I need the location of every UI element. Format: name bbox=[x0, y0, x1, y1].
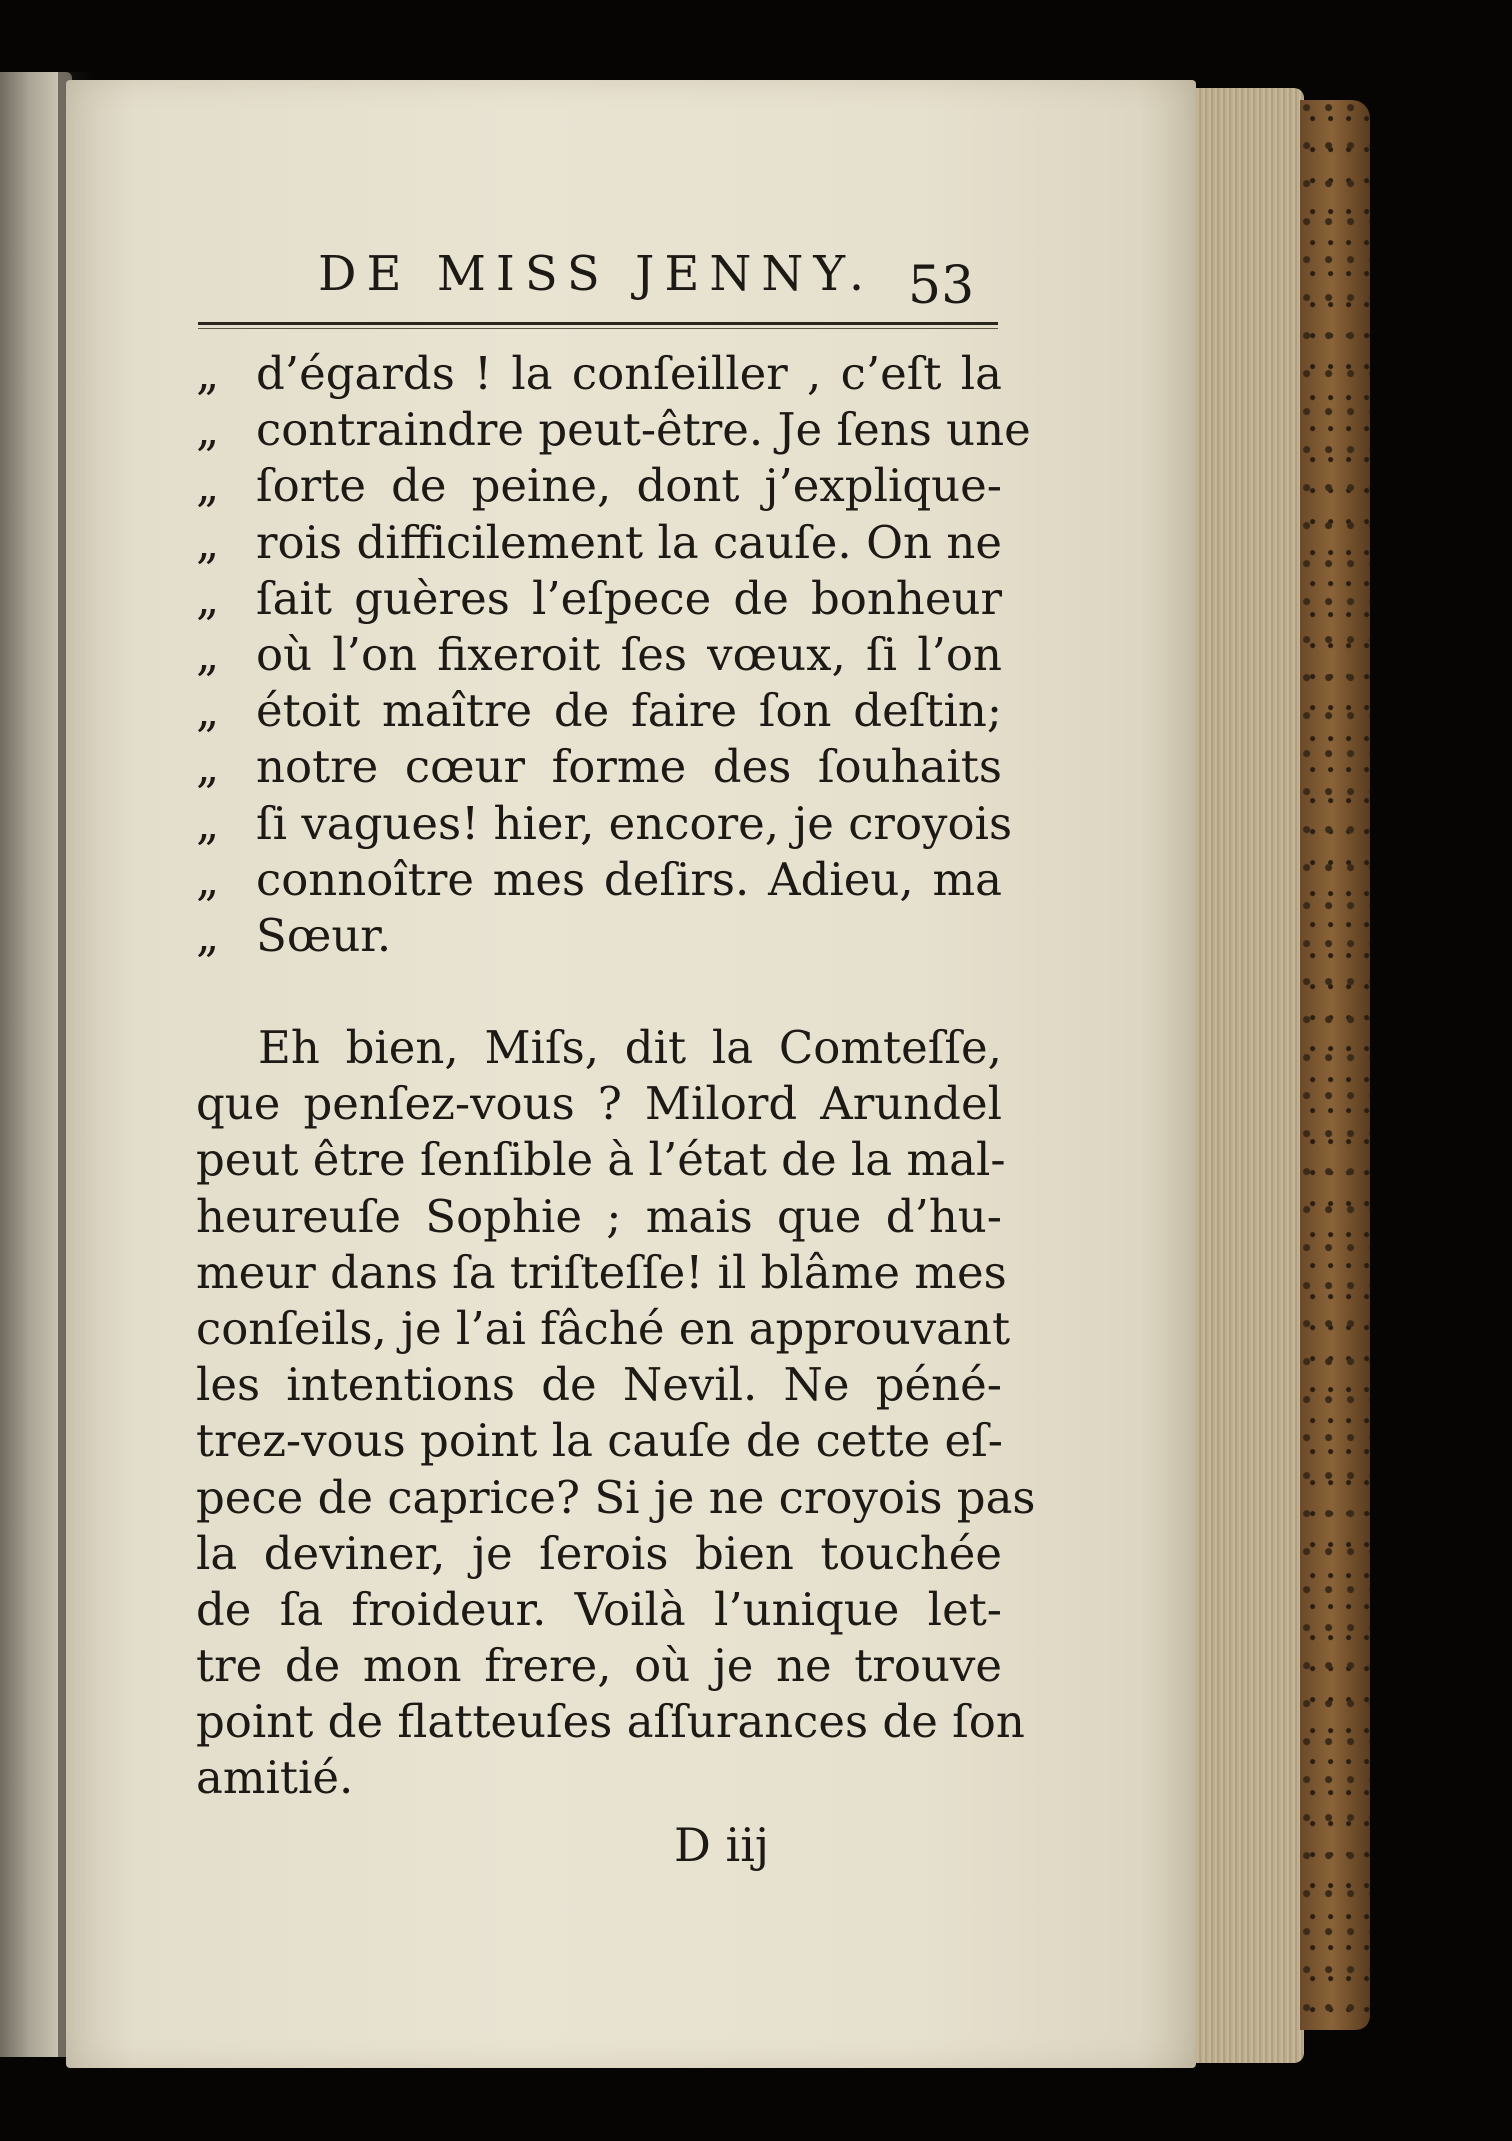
paragraph-line-text: meur dans ſa triſteſſe! il blâme mes bbox=[196, 1245, 1007, 1299]
quote-mark: „ bbox=[196, 796, 220, 850]
quote-line-text: Sœur. bbox=[256, 908, 392, 962]
quote-line bbox=[196, 627, 1016, 683]
paragraph-line bbox=[196, 1526, 1016, 1582]
quote-line-text: ſorte de peine, dont j’explique- bbox=[256, 459, 1002, 513]
running-head-title: DE MISS JENNY. bbox=[318, 246, 875, 302]
paragraph-line-text: les intentions de Nevil. Ne péné- bbox=[196, 1358, 1002, 1412]
paragraph-line bbox=[196, 1245, 1016, 1301]
paragraph-line bbox=[196, 1132, 1016, 1188]
paragraph-line-text: Eh bien, Miſs, dit la Comteſſe, bbox=[258, 1021, 1002, 1074]
paragraph-line-text: amitié. bbox=[196, 1751, 354, 1805]
paragraph-line-text: que penſez-vous ? Milord Arundel bbox=[196, 1077, 1002, 1131]
quote-line bbox=[196, 908, 1016, 964]
quote-mark: „ bbox=[196, 684, 220, 738]
quote-line-text: étoit maître de faire ſon deſtin; bbox=[256, 684, 1002, 738]
paragraph-line bbox=[196, 1638, 1016, 1694]
quote-mark: „ bbox=[196, 403, 220, 457]
paragraph-line bbox=[196, 1582, 1016, 1638]
quote-mark: „ bbox=[196, 908, 220, 962]
paragraph-line-text: tre de mon frere, où je ne trouve bbox=[196, 1639, 1002, 1693]
paragraph-line-text: de ſa froideur. Voilà l’unique let- bbox=[196, 1582, 1002, 1636]
quote-line-text: ſait guères l’eſpece de bonheur bbox=[256, 571, 1002, 625]
paragraph-line-text: conſeils, je l’ai fâché en approuvant bbox=[196, 1301, 1011, 1355]
paragraph-line bbox=[196, 1470, 1036, 1526]
quote-mark: „ bbox=[196, 459, 220, 513]
paragraph-line bbox=[196, 1301, 1016, 1357]
quote-mark: „ bbox=[196, 571, 220, 625]
paragraph-line bbox=[196, 1357, 1016, 1413]
paragraph-line-text: heureuſe Sophie ; mais que d’hu- bbox=[196, 1189, 1002, 1243]
quote-line bbox=[196, 571, 1016, 627]
quote-mark: „ bbox=[196, 515, 220, 569]
quote-line-text: connoître mes deſirs. Adieu, ma bbox=[256, 852, 1002, 906]
paragraph-line-text: pece de caprice? Si je ne croyois pas bbox=[196, 1470, 1036, 1524]
quote-line-text: où l’on fixeroit ſes vœux, ſi l’on bbox=[256, 627, 1002, 681]
quote-line bbox=[196, 852, 1016, 908]
quoted-letter bbox=[196, 346, 1031, 964]
quote-line bbox=[196, 458, 1016, 514]
quote-mark: „ bbox=[196, 347, 220, 400]
quote-line-text: contraindre peut-être. Je ſens une bbox=[256, 403, 1031, 457]
quote-line bbox=[196, 739, 1016, 795]
quote-line bbox=[196, 346, 1016, 402]
page-number: 53 bbox=[908, 256, 975, 316]
signature-mark: D iij bbox=[674, 1818, 770, 1872]
quote-line-text: rois difficilement la cauſe. On ne bbox=[256, 515, 1002, 569]
paragraph-line-text: trez-vous point la cauſe de cette eſ- bbox=[196, 1414, 1003, 1468]
paragraph-line bbox=[196, 1189, 1016, 1245]
quote-line-text: notre cœur forme des ſouhaits bbox=[256, 740, 1002, 794]
quote-line bbox=[196, 796, 1016, 852]
paragraph-line-text: la deviner, je ſerois bien touchée bbox=[196, 1526, 1002, 1580]
quote-line bbox=[196, 402, 1031, 458]
quote-mark: „ bbox=[196, 852, 220, 906]
paragraph-line bbox=[196, 1694, 1025, 1750]
quote-mark: „ bbox=[196, 627, 220, 681]
quote-mark: „ bbox=[196, 740, 220, 794]
quote-line bbox=[196, 515, 1016, 571]
quote-line bbox=[196, 683, 1016, 739]
paragraph-line-text: peut être ſenſible à l’état de la mal- bbox=[196, 1133, 1006, 1187]
paragraph-line bbox=[196, 1750, 1016, 1806]
paragraph-line-text: point de flatteuſes aſſurances de ſon bbox=[196, 1695, 1025, 1749]
paragraph-line bbox=[196, 1413, 1016, 1469]
narrative-paragraph bbox=[196, 1020, 1036, 1807]
header-rule-thin bbox=[198, 328, 998, 329]
header-rule bbox=[198, 322, 998, 325]
quote-line-text: d’égards ! la conſeiller , c’eſt la bbox=[256, 347, 1002, 400]
paragraph-line bbox=[196, 1076, 1016, 1132]
leather-cover bbox=[1300, 100, 1370, 2030]
paragraph-line bbox=[196, 1020, 1016, 1076]
quote-line-text: ſi vagues! hier, encore, je croyois bbox=[256, 796, 1013, 850]
page-block-edges bbox=[1184, 88, 1304, 2063]
